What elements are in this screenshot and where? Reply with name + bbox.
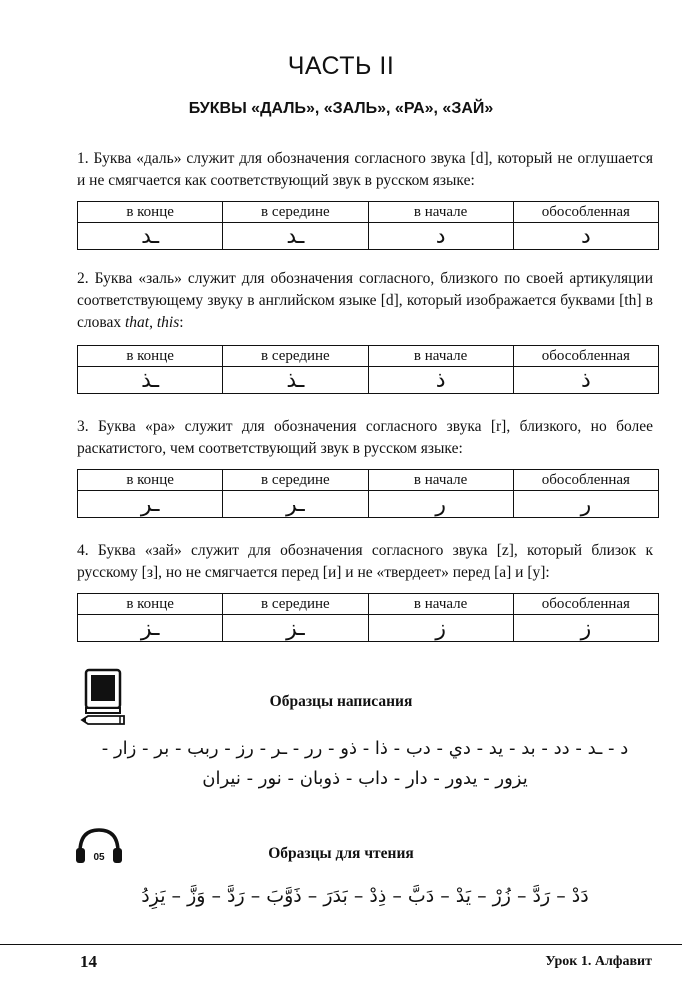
section-2-text-main: 2. Буква «заль» служит для обозначения согласного, близкого по своей артикуляции соответствующему звуку в английском языке [d], который изображается буквами [th] в словах	[77, 270, 653, 331]
letter-forms-table-zal	[77, 345, 659, 394]
col-header-middle: в середине	[223, 594, 368, 615]
page-number: 14	[80, 952, 97, 971]
col-header-end: в конце	[78, 470, 223, 491]
form-end: ـد	[78, 223, 223, 250]
form-end: ـز	[78, 615, 223, 642]
col-header-start: в начале	[368, 470, 513, 491]
writing-samples-line-2: يزور - يدور - دار - داب - ذوبان - نور - نيران	[202, 768, 528, 789]
letter-forms-table-dal	[77, 201, 659, 250]
col-header-isolated: обособленная	[513, 202, 658, 223]
col-header-end: в конце	[78, 346, 223, 367]
col-header-start: в начале	[368, 346, 513, 367]
col-header-middle: в середине	[223, 202, 368, 223]
col-header-end: в конце	[78, 202, 223, 223]
section-title: БУКВЫ «ДАЛЬ», «ЗАЛЬ», «РА», «ЗАЙ»	[188, 100, 494, 117]
form-start: د	[368, 223, 513, 250]
form-start: ذ	[368, 367, 513, 394]
colon: :	[179, 314, 184, 331]
col-header-start: в начале	[368, 594, 513, 615]
section-4-text: 4. Буква «зай» служит для обозначения согласного звука [z], который близок к русскому [з], но не смягчается перед [и] и не «твердеет» перед [а] и [у]:	[77, 542, 653, 581]
form-middle: ـد	[223, 223, 368, 250]
form-end: ـذ	[78, 367, 223, 394]
form-start: ر	[368, 491, 513, 518]
form-start: ز	[368, 615, 513, 642]
section-1-text: 1. Буква «даль» служит для обозначения согласного звука [d], который не оглушается и не смягчается как соответствующий звук в русском языке:	[77, 150, 653, 189]
form-middle: ـر	[223, 491, 368, 518]
col-header-isolated: обособленная	[513, 470, 658, 491]
section-2-text	[77, 268, 653, 334]
col-header-middle: в середине	[223, 470, 368, 491]
word-this: this	[156, 314, 180, 331]
form-end: ـر	[78, 491, 223, 518]
audio-track-number: 05	[93, 852, 105, 863]
form-isolated: ز	[513, 615, 658, 642]
lesson-title: Урок 1. Алфавит	[545, 954, 652, 969]
col-header-middle: в середине	[223, 346, 368, 367]
form-isolated: ر	[513, 491, 658, 518]
letter-forms-table-zay	[77, 593, 659, 642]
col-header-isolated: обособленная	[513, 346, 658, 367]
form-middle: ـذ	[223, 367, 368, 394]
letter-forms-table-ra	[77, 469, 659, 518]
section-3-text: 3. Буква «ра» служит для обозначения согласного звука [r], близкого, но более раскатистого, чем соответствующий звук в русском языке:	[77, 418, 653, 457]
col-header-end: в конце	[78, 594, 223, 615]
col-header-isolated: обособленная	[513, 594, 658, 615]
form-isolated: د	[513, 223, 658, 250]
form-middle: ـز	[223, 615, 368, 642]
footer-divider	[0, 944, 682, 945]
reading-samples-line-1: دَدْ – رَدَّ – زُرْ – يَدْ – دَبَّ – ذِدْ – بَدَرَ – ذَوَّبَ – رَدَّ – وَزَّ – يَزِدُ	[141, 885, 589, 907]
col-header-start: в начале	[368, 202, 513, 223]
reading-samples-title: Образцы для чтения	[268, 845, 414, 862]
part-title: ЧАСТЬ II	[287, 52, 395, 80]
writing-samples-line-1: د - ـد - دد - بد - يد - دي - دب - ذا - ذو - رر - ـر - رز - ربب - بر - زار -	[101, 738, 629, 759]
writing-samples-title: Образцы написания	[269, 693, 413, 710]
comma: ,	[149, 314, 157, 331]
word-that: that	[124, 314, 150, 331]
form-isolated: ذ	[513, 367, 658, 394]
